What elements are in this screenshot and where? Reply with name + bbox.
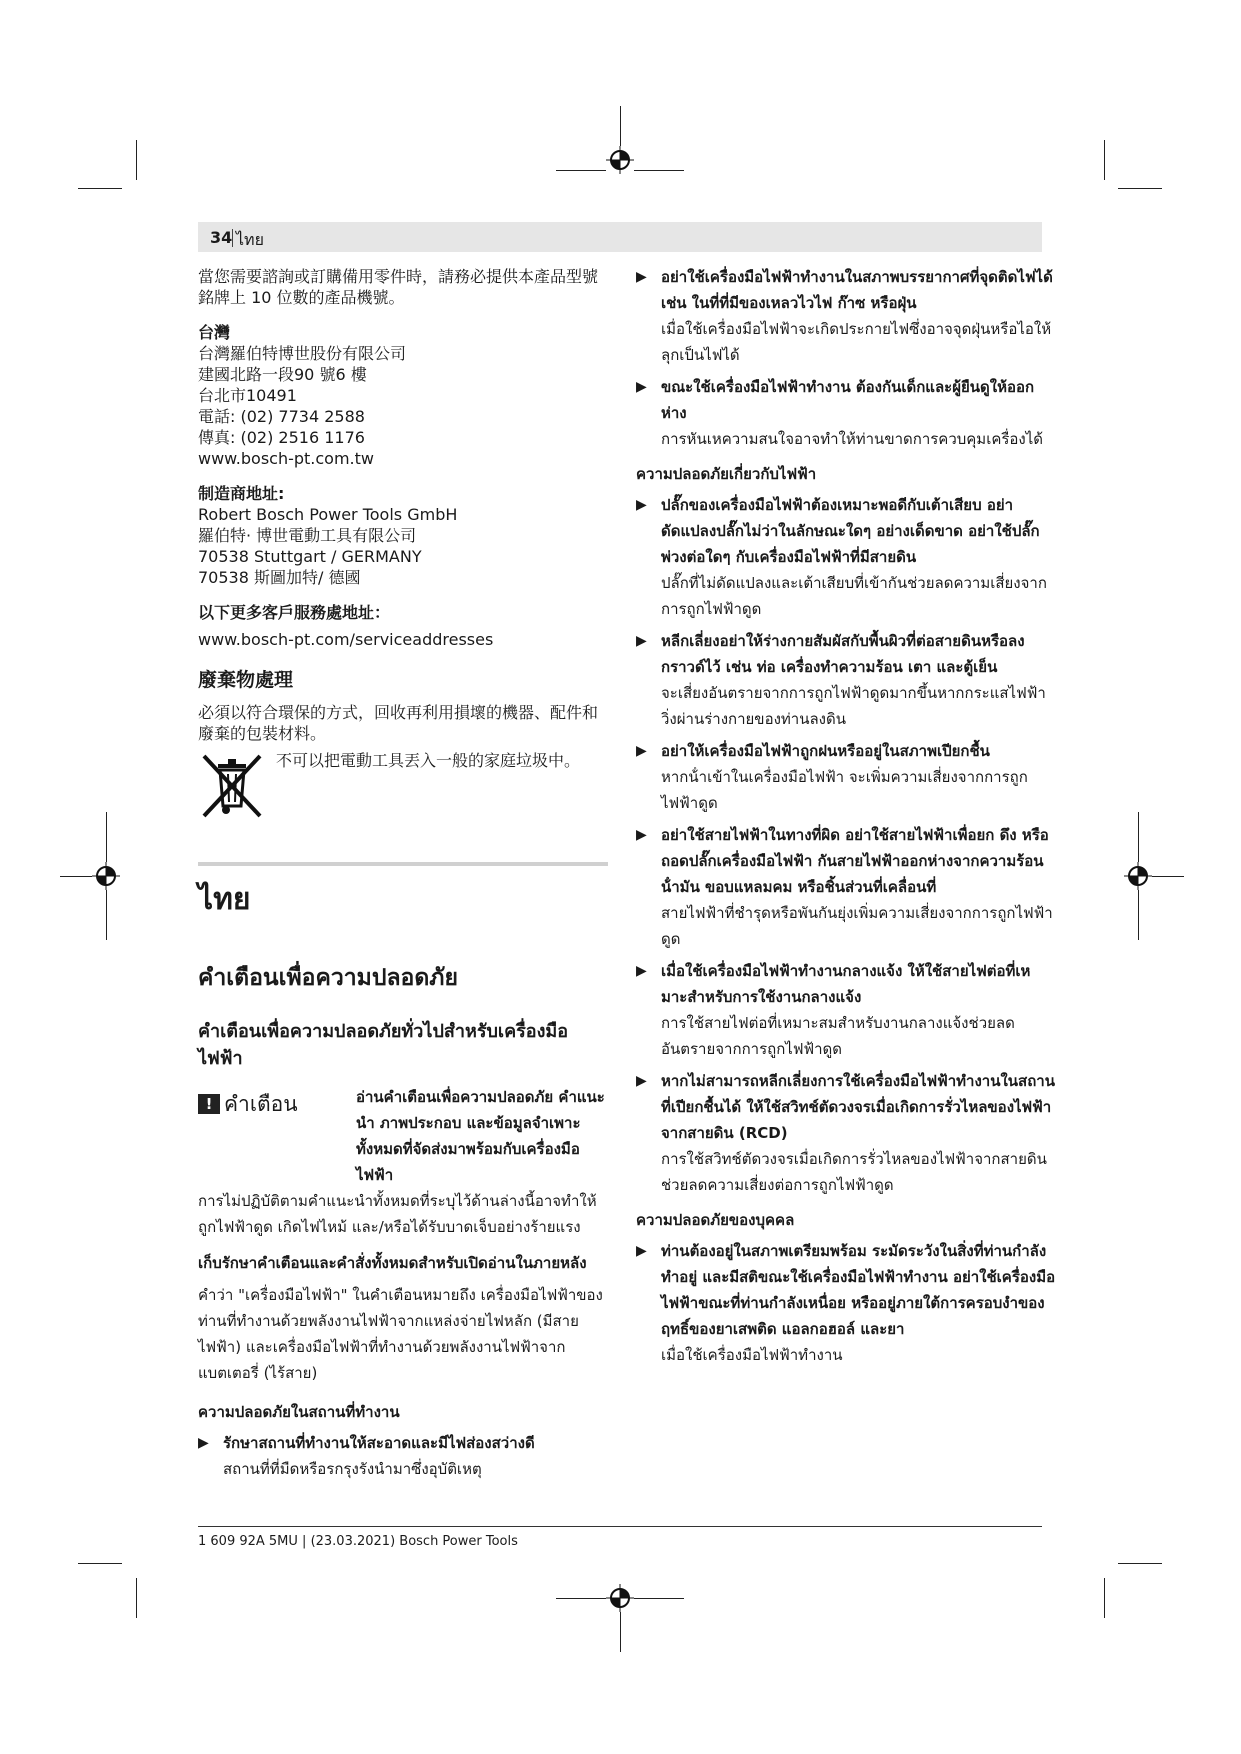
reg-line xyxy=(60,876,92,877)
bullet-arrow-icon: ▶ xyxy=(636,633,647,649)
safety-title: คําเตือนเพื่อความปลอดภัย xyxy=(198,965,458,991)
reg-line xyxy=(1138,812,1139,862)
warning-bold-text: อ่านคําเตือนเพื่อความปลอดภัย คําแนะนํา ภาพประกอบ และข้อมูลจําเพาะทั้งหมดที่จัดส่งมาพร้อมกับเครื่องมือไฟฟ้า xyxy=(356,1088,605,1184)
work-area-heading: ความปลอดภัยในสถานที่ทํางาน xyxy=(198,1403,400,1421)
warning-triangle-icon: ! xyxy=(198,1094,220,1114)
list-item: ▶ อย่าให้เครื่องมือไฟฟ้าถูกฝนหรืออยู่ในสภาพเปียกชื้น หากน้ําเข้าในเครื่องมือไฟฟ้า จะเพิ่มความเสี่ยงจากการถูกไฟฟ้าดูด xyxy=(636,738,1056,816)
list-item: ▶ อย่าใช้เครื่องมือไฟฟ้าทํางานในสภาพบรรยากาศที่จุดติดไฟได้ เช่น ในที่ที่มีของเหลวไวไฟ ก๊าซ หรือฝุ่น เมื่อใช้เครื่องมือไฟฟ้าจะเกิดประกายไฟซึ่งอาจจุดฝุ่นหรือไอให้ลุกเป็นไฟได้ xyxy=(636,264,1056,368)
registration-mark-icon xyxy=(1124,862,1152,890)
power-tool-term-text: คําว่า "เครื่องมือไฟฟ้า" ในคําเตือนหมายถึง เครื่องมือไฟฟ้าของท่านที่ทํางานด้วยพลังงานไฟฟ้าจากแหล่งจ่ายไฟหลัก (มีสายไฟฟ้า) และเครื่องมือไฟฟ้าที่ทํางานด้วยพลังงานไฟฟ้าจากแบตเตอรี่ (ไร้สาย) xyxy=(198,1286,603,1382)
bullet-arrow-icon: ▶ xyxy=(636,1073,647,1089)
right-column xyxy=(636,264,1056,1368)
reg-line xyxy=(634,170,684,171)
warning-block xyxy=(198,1090,608,1188)
bullet-arrow-icon: ▶ xyxy=(636,743,647,759)
registration-mark-icon xyxy=(606,1584,634,1612)
page-footer: 1 609 92A 5MU | (23.03.2021) Bosch Power Tools xyxy=(198,1534,518,1549)
bullet-arrow-icon: ▶ xyxy=(636,827,647,843)
bullet-arrow-icon: ▶ xyxy=(636,963,647,979)
crossed-out-bin-icon xyxy=(198,750,266,822)
crop-mark xyxy=(136,140,137,180)
thai-language-title: ไทย xyxy=(198,882,251,917)
address-line: 台灣羅伯特博世股份有限公司 xyxy=(198,344,407,363)
reg-line xyxy=(106,812,107,862)
crop-mark xyxy=(1104,1578,1105,1618)
crop-mark xyxy=(78,188,122,189)
address-line: 台北市10491 xyxy=(198,386,297,405)
page-number: 34 xyxy=(210,228,233,247)
general-safety-title: คําเตือนเพื่อความปลอดภัยทั่วไปสําหรับเครื่องมือไฟฟ้า xyxy=(198,1021,569,1069)
thai-section xyxy=(198,880,608,1482)
bullet-arrow-icon: ▶ xyxy=(198,1435,209,1451)
bullet-arrow-icon: ▶ xyxy=(636,1243,647,1259)
registration-mark-icon xyxy=(606,146,634,174)
crop-mark xyxy=(78,1563,122,1564)
crop-mark xyxy=(136,1578,137,1618)
crop-mark xyxy=(1118,188,1162,189)
address-line: 羅伯特· 博世電動工具有限公司 xyxy=(198,526,417,545)
footer-rule xyxy=(198,1526,1042,1527)
page-language: ไทย xyxy=(236,230,264,249)
list-item: ▶ เมื่อใช้เครื่องมือไฟฟ้าทํางานกลางแจ้ง ให้ใช้สายไฟต่อที่เหมาะสําหรับการใช้งานกลางแจ้ง การใช้สายไฟต่อที่เหมาะสมสําหรับงานกลางแจ้งช่วยลดอันตรายจากการถูกไฟฟ้าดูด xyxy=(636,958,1056,1062)
keep-instructions-heading: เก็บรักษาคําเตือนและคําสั่งทั้งหมดสําหรับเปิดอ่านในภายหลัง xyxy=(198,1254,587,1272)
address-line: 建國北路一段90 號6 樓 xyxy=(198,365,367,384)
service-addresses-link[interactable]: www.bosch-pt.com/serviceaddresses xyxy=(198,630,494,649)
address-line: 70538 斯圖加特/ 德國 xyxy=(198,568,361,587)
section-divider xyxy=(198,862,608,866)
reg-line xyxy=(556,1598,606,1599)
website-link[interactable]: www.bosch-pt.com.tw xyxy=(198,449,374,468)
list-item: ▶ ขณะใช้เครื่องมือไฟฟ้าทํางาน ต้องกันเด็กและผู้ยืนดูให้ออกห่าง การหันเหความสนใจอาจทําให้ท่านขาดการควบคุมเครื่องได้ xyxy=(636,374,1056,452)
intro-text: 當您需要諮詢或訂購備用零件時，請務必提供本產品型號銘牌上 10 位數的產品機號。 xyxy=(198,267,599,307)
registration-mark-icon xyxy=(92,862,120,890)
reg-line xyxy=(1138,890,1139,940)
reg-line xyxy=(620,1612,621,1652)
reg-line xyxy=(634,1598,684,1599)
warning-text: การไม่ปฏิบัติตามคําแนะนําทั้งหมดที่ระบุไว้ด้านล่างนี้อาจทําให้ถูกไฟฟ้าดูด เกิดไฟไหม้ และ/หรือได้รับบาดเจ็บอย่างร้ายแรง xyxy=(198,1192,597,1236)
address-line: 電話: (02) 7734 2588 xyxy=(198,407,365,426)
reg-line xyxy=(620,106,621,146)
waste-heading: 廢棄物處理 xyxy=(198,669,294,691)
address-line: 70538 Stuttgart / GERMANY xyxy=(198,547,422,566)
electrical-safety-heading: ความปลอดภัยเกี่ยวกับไฟฟ้า xyxy=(636,465,817,483)
bin-text: 不可以把電動工具丟入一般的家庭垃圾中。 xyxy=(276,751,581,770)
reg-line xyxy=(106,890,107,940)
bullet-arrow-icon: ▶ xyxy=(636,497,647,513)
crop-mark xyxy=(1118,1563,1162,1564)
bullet-arrow-icon: ▶ xyxy=(636,379,647,395)
address-line: Robert Bosch Power Tools GmbH xyxy=(198,505,458,524)
reg-line xyxy=(556,170,606,171)
manufacturer-heading: 制造商地址: xyxy=(198,484,285,503)
reg-line xyxy=(1152,876,1184,877)
list-item: ▶ หากไม่สามารถหลีกเลี่ยงการใช้เครื่องมือไฟฟ้าทํางานในสถานที่เปียกชื้นได้ ให้ใช้สวิทช์ตัดวงจรเมื่อเกิดการรั่วไหลของไฟฟ้าจากสายดิน (RCD) การใช้สวิทช์ตัดวงจรเมื่อเกิดการรั่วไหลของไฟฟ้าจากสายดินช่วยลดความเสี่ยงต่อการถูกไฟฟ้าดูด xyxy=(636,1068,1056,1198)
list-item: ▶ รักษาสถานที่ทํางานให้สะอาดและมีไฟส่องสว่างดี สถานที่ที่มืดหรือรกรุงรังนํามาซึ่งอุบัติเหตุ xyxy=(198,1430,608,1482)
list-item: ▶ หลีกเลี่ยงอย่าให้ร่างกายสัมผัสกับพื้นผิวที่ต่อสายดินหรือลงกราวด์ไว้ เช่น ท่อ เครื่องทําความร้อน เตา และตู้เย็น จะเสี่ยงอันตรายจากการถูกไฟฟ้าดูดมากขึ้นหากกระแสไฟฟ้าวิ่งผ่านร่างกายของท่านลงดิน xyxy=(636,628,1056,732)
personal-safety-heading: ความปลอดภัยของบุคคล xyxy=(636,1211,795,1229)
warning-label: ! คําเตือน xyxy=(198,1090,356,1188)
list-item: ▶ ท่านต้องอยู่ในสภาพเตรียมพร้อม ระมัดระวังในสิ่งที่ท่านกําลังทําอยู่ และมีสติขณะใช้เครื่องมือไฟฟ้าทํางาน อย่าใช้เครื่องมือไฟฟ้าขณะที่ท่านกําลังเหนื่อย หรืออยู่ภายใต้การครอบงําของฤทธิ์ของยาเสพติด แอลกอฮอล์ และยา เมื่อใช้เครื่องมือไฟฟ้าทํางาน xyxy=(636,1238,1056,1368)
address-line: 傳真: (02) 2516 1176 xyxy=(198,428,365,447)
bullet-arrow-icon: ▶ xyxy=(636,269,647,285)
waste-text: 必須以符合環保的方式，回收再利用損壞的機器、配件和廢棄的包裝材料。 xyxy=(198,703,599,743)
list-item: ▶ ปลั๊กของเครื่องมือไฟฟ้าต้องเหมาะพอดีกับเต้าเสียบ อย่าดัดแปลงปลั๊กไม่ว่าในลักษณะใดๆ อย่างเด็ดขาด อย่าใช้ปลั๊กพ่วงต่อใดๆ กับเครื่องมือไฟฟ้าที่มีสายดิน ปลั๊กที่ไม่ดัดแปลงและเต้าเสียบที่เข้ากันช่วยลดความเสี่ยงจากการถูกไฟฟ้าดูด xyxy=(636,492,1056,622)
bin-notice xyxy=(198,750,608,822)
crop-mark xyxy=(1104,140,1105,180)
page-header-bar xyxy=(198,222,1042,252)
more-addresses-heading: 以下更多客戶服務處地址： xyxy=(198,603,391,622)
header-separator xyxy=(232,229,233,247)
list-item: ▶ อย่าใช้สายไฟฟ้าในทางที่ผิด อย่าใช้สายไฟฟ้าเพื่อยก ดึง หรือถอดปลั๊กเครื่องมือไฟฟ้า กันสายไฟฟ้าออกห่างจากความร้อน น้ํามัน ขอบแหลมคม หรือชิ้นส่วนที่เคลื่อนที่ สายไฟฟ้าที่ชํารุดหรือพันกันยุ่งเพิ่มความเสี่ยงจากการถูกไฟฟ้าดูด xyxy=(636,822,1056,952)
taiwan-heading: 台灣 xyxy=(198,323,231,342)
left-column xyxy=(198,266,608,822)
